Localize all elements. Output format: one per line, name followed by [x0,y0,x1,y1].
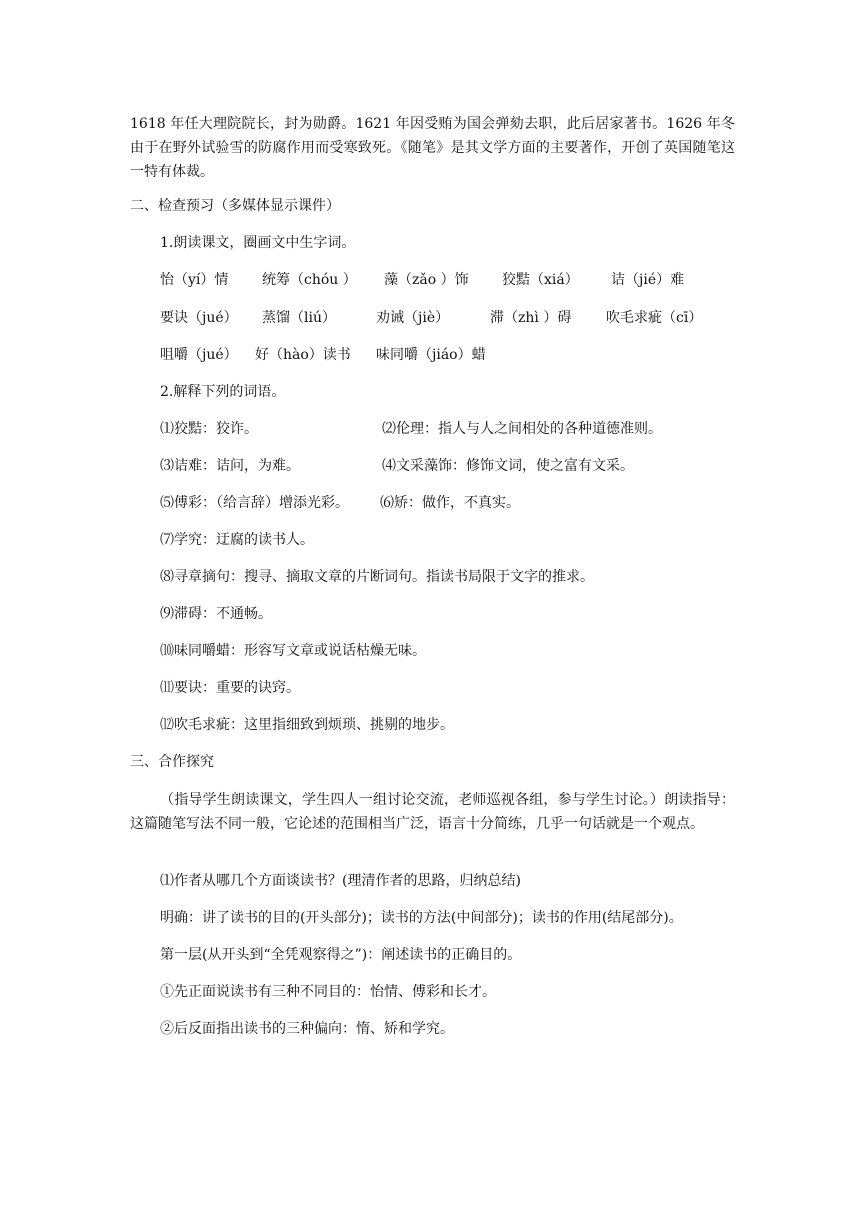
definition-item: ⑾要诀：重要的诀窍。 [160,680,300,696]
definition-item: ⑴狡黠：狡诈。 [160,421,258,437]
vocab-item: 狡黠（xiá） [502,272,579,288]
section-heading-explore: 三、合作探究 [130,754,214,770]
definition-item: ⑵伦理：指人与人之间相处的各种道德准则。 [382,421,662,437]
layer-text: 第一层(从开头到“全凭观察得之”)：阐述读书的正确目的。 [160,947,522,963]
vocab-item: 咀嚼（jué） [160,347,238,363]
vocab-row-2 [160,308,735,328]
answer-text: 明确：讲了读书的目的(开头部分)；读书的方法(中间部分)；读书的作用(结尾部分)。 [160,910,683,926]
intro-paragraph: 1618 年任大理院院长，封为勋爵。1621 年因受贿为国会弹劾去职，此后居家著书。1626 年冬由于在野外试验雪的防腐作用而受寒致死。《随笔》是其文学方面的主要著作，开创了英国随笔这一特有体裁。 [130,116,735,180]
vocab-item: 滞（zhì ）碍 [490,310,572,326]
task-read-text: 1.朗读课文，圈画文中生字词。 [160,235,356,251]
point-item: ①先正面说读书有三种不同目的：怡情、傅彩和长才。 [160,984,496,1000]
point-item: ②后反面指出读书的三种偏向：惰、矫和学究。 [160,1021,454,1037]
guide-paragraph: （指导学生朗读课文，学生四人一组讨论交流，老师巡视各组，参与学生讨论。）朗读指导：这篇随笔写法不同一般，它论述的范围相当广泛，语言十分简练，几乎一句话就是一个观点。 [130,792,735,832]
definition-item: ⑶诘难：诘问，为难。 [160,458,300,474]
vocab-item: 怡（yí）情 [160,272,229,288]
task-explain-words: 2.解释下列的词语。 [160,384,286,400]
vocab-row-1 [160,270,735,290]
section-heading-preview: 二、检查预习（多媒体显示课件） [130,198,340,214]
vocab-item: 味同嚼（jiáo）蜡 [376,347,486,363]
definition-item: ⑸傅彩：（给言辞）增添光彩。 [160,495,349,511]
definition-item: ⑽味同嚼蜡：形容写文章或说话枯燥无味。 [160,643,426,659]
definition-item: ⑹矫：做作，不真实。 [380,495,520,511]
vocab-item: 劝诫（jiè） [376,310,450,326]
vocab-item: 要诀（jué） [160,310,238,326]
vocab-row-3 [160,345,735,365]
vocab-item: 好（hào）读书 [255,347,351,363]
definition-item: ⑷文采藻饰：修饰文词，使之富有文采。 [382,458,634,474]
vocab-item: 诘（jié）难 [611,272,685,288]
definition-item: ⑿吹毛求疵：这里指细致到烦琐、挑剔的地步。 [160,717,454,733]
vocab-item: 吹毛求疵（cī） [606,310,703,326]
vocab-item: 统筹（chóu ） [262,272,357,288]
question-item: ⑴作者从哪几个方面谈读书？(理清作者的思路，归纳总结) [160,873,521,889]
definition-item: ⑻寻章摘句：搜寻、摘取文章的片断词句。指读书局限于文字的推求。 [160,569,594,585]
vocab-item: 蒸馏（liú） [262,310,336,326]
vocab-item: 藻（zǎo ）饰 [384,272,469,288]
definition-item: ⑺学究：迂腐的读书人。 [160,532,314,548]
definition-item: ⑼滞碍：不通畅。 [160,606,272,622]
